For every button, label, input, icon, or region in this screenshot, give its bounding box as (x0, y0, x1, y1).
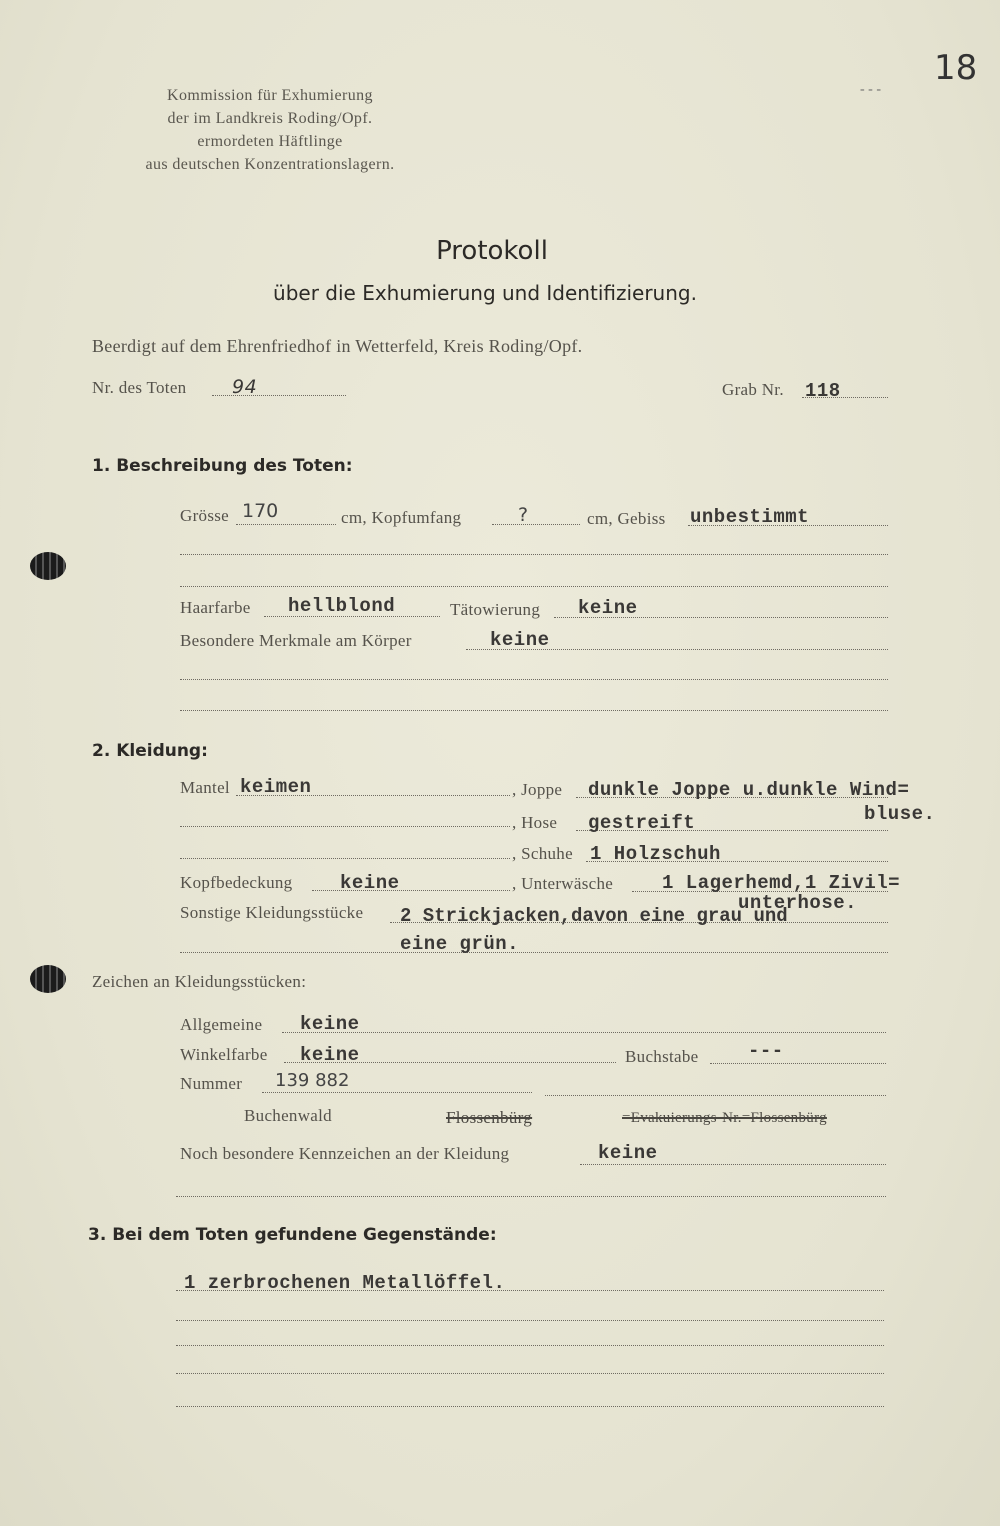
struck-evakuierungs-nr: =Evakuierungs-Nr.=Flossenbürg (622, 1110, 827, 1126)
grave-number-value: 118 (805, 380, 841, 402)
commission-line-2: der im Landkreis Roding/Opf. (167, 110, 373, 127)
haarfarbe-label: Haarfarbe (180, 598, 251, 617)
commission-line-3: ermordeten Häftlinge (197, 133, 343, 150)
joppe-label: , Joppe (512, 780, 563, 799)
commission-line-4: aus deutschen Konzentrationslagern. (145, 156, 395, 173)
schuhe-value: 1 Holzschuh (590, 843, 721, 865)
section-1-heading: 1. Beschreibung des Toten: (92, 456, 353, 476)
punch-hole-bottom (30, 965, 66, 993)
dead-number-label: Nr. des Toten (92, 378, 187, 397)
hose-label: , Hose (512, 813, 558, 832)
allgemeine-value: keine (300, 1013, 360, 1035)
nummer-label: Nummer (180, 1074, 243, 1093)
gebiss-value: unbestimmt (690, 506, 810, 528)
taetowierung-label: Tätowierung (450, 600, 541, 619)
commission-line-1: Kommission für Exhumierung (167, 87, 373, 104)
commission-header (110, 84, 430, 176)
section-3-heading: 3. Bei dem Toten gefundene Gegenstände: (88, 1225, 497, 1245)
buchstabe-label: Buchstabe (625, 1047, 699, 1066)
document-title: Protokoll (436, 236, 548, 266)
groesse-label: Grösse (180, 506, 230, 525)
unterwaesche-label: , Unterwäsche (512, 874, 614, 893)
noch-kennzeichen-value: keine (598, 1142, 658, 1164)
merkmale-value: keine (490, 629, 550, 651)
mantel-value: keimen (240, 776, 312, 798)
winkelfarbe-value: keine (300, 1044, 360, 1066)
unterwaesche-value: 1 Lagerhemd,1 Zivil= (662, 872, 901, 894)
winkelfarbe-label: Winkelfarbe (180, 1045, 268, 1064)
kopfumfang-value: ? (518, 504, 529, 526)
grave-number-label: Grab Nr. (722, 380, 784, 399)
taetowierung-value: keine (578, 597, 638, 619)
buchstabe-value: --- (748, 1040, 784, 1062)
noch-kennzeichen-label: Noch besondere Kennzeichen an der Kleidung (180, 1144, 510, 1163)
merkmale-label: Besondere Merkmale am Körper (180, 631, 412, 650)
page-number: 18 (934, 48, 978, 88)
camp-buchenwald: Buchenwald (244, 1106, 332, 1125)
mantel-label: Mantel (180, 778, 230, 797)
burial-line: Beerdigt auf dem Ehrenfriedhof in Wetterfeld, Kreis Roding/Opf. (92, 336, 583, 356)
sonstige-label: Sonstige Kleidungsstücke (180, 903, 364, 922)
gebiss-label: cm, Gebiss (587, 509, 666, 528)
haarfarbe-value: hellblond (288, 595, 396, 617)
nummer-value: 139 882 (275, 1070, 350, 1091)
zeichen-heading: Zeichen an Kleidungsstücken: (92, 972, 307, 991)
hose-value: gestreift (588, 812, 696, 834)
punch-hole-top (30, 552, 66, 580)
sonstige-value: 2 Strickjacken,davon eine grau und (400, 905, 788, 927)
groesse-value: 170 (242, 500, 279, 522)
item-1: 1 zerbrochenen Metallöffel. (184, 1272, 506, 1294)
joppe-value: dunkle Joppe u.dunkle Wind= (588, 779, 910, 801)
joppe-value-continued: bluse. (864, 803, 936, 825)
document-subtitle: über die Exhumierung und Identifizierung. (273, 281, 697, 305)
allgemeine-label: Allgemeine (180, 1015, 263, 1034)
unterwaesche-value-continued: unterhose. (738, 892, 858, 914)
struck-flossenbuerg: Flossenbürg (446, 1108, 533, 1127)
kopfbedeckung-value: keine (340, 872, 400, 894)
kopfbedeckung-label: Kopfbedeckung (180, 873, 293, 892)
dead-number-value: 94 (232, 376, 258, 398)
margin-marks: - - - (860, 82, 881, 97)
schuhe-label: , Schuhe (512, 844, 573, 863)
section-2-heading: 2. Kleidung: (92, 741, 208, 761)
kopfumfang-label: cm, Kopfumfang (341, 508, 462, 527)
sonstige-value-continued: eine grün. (400, 933, 520, 955)
